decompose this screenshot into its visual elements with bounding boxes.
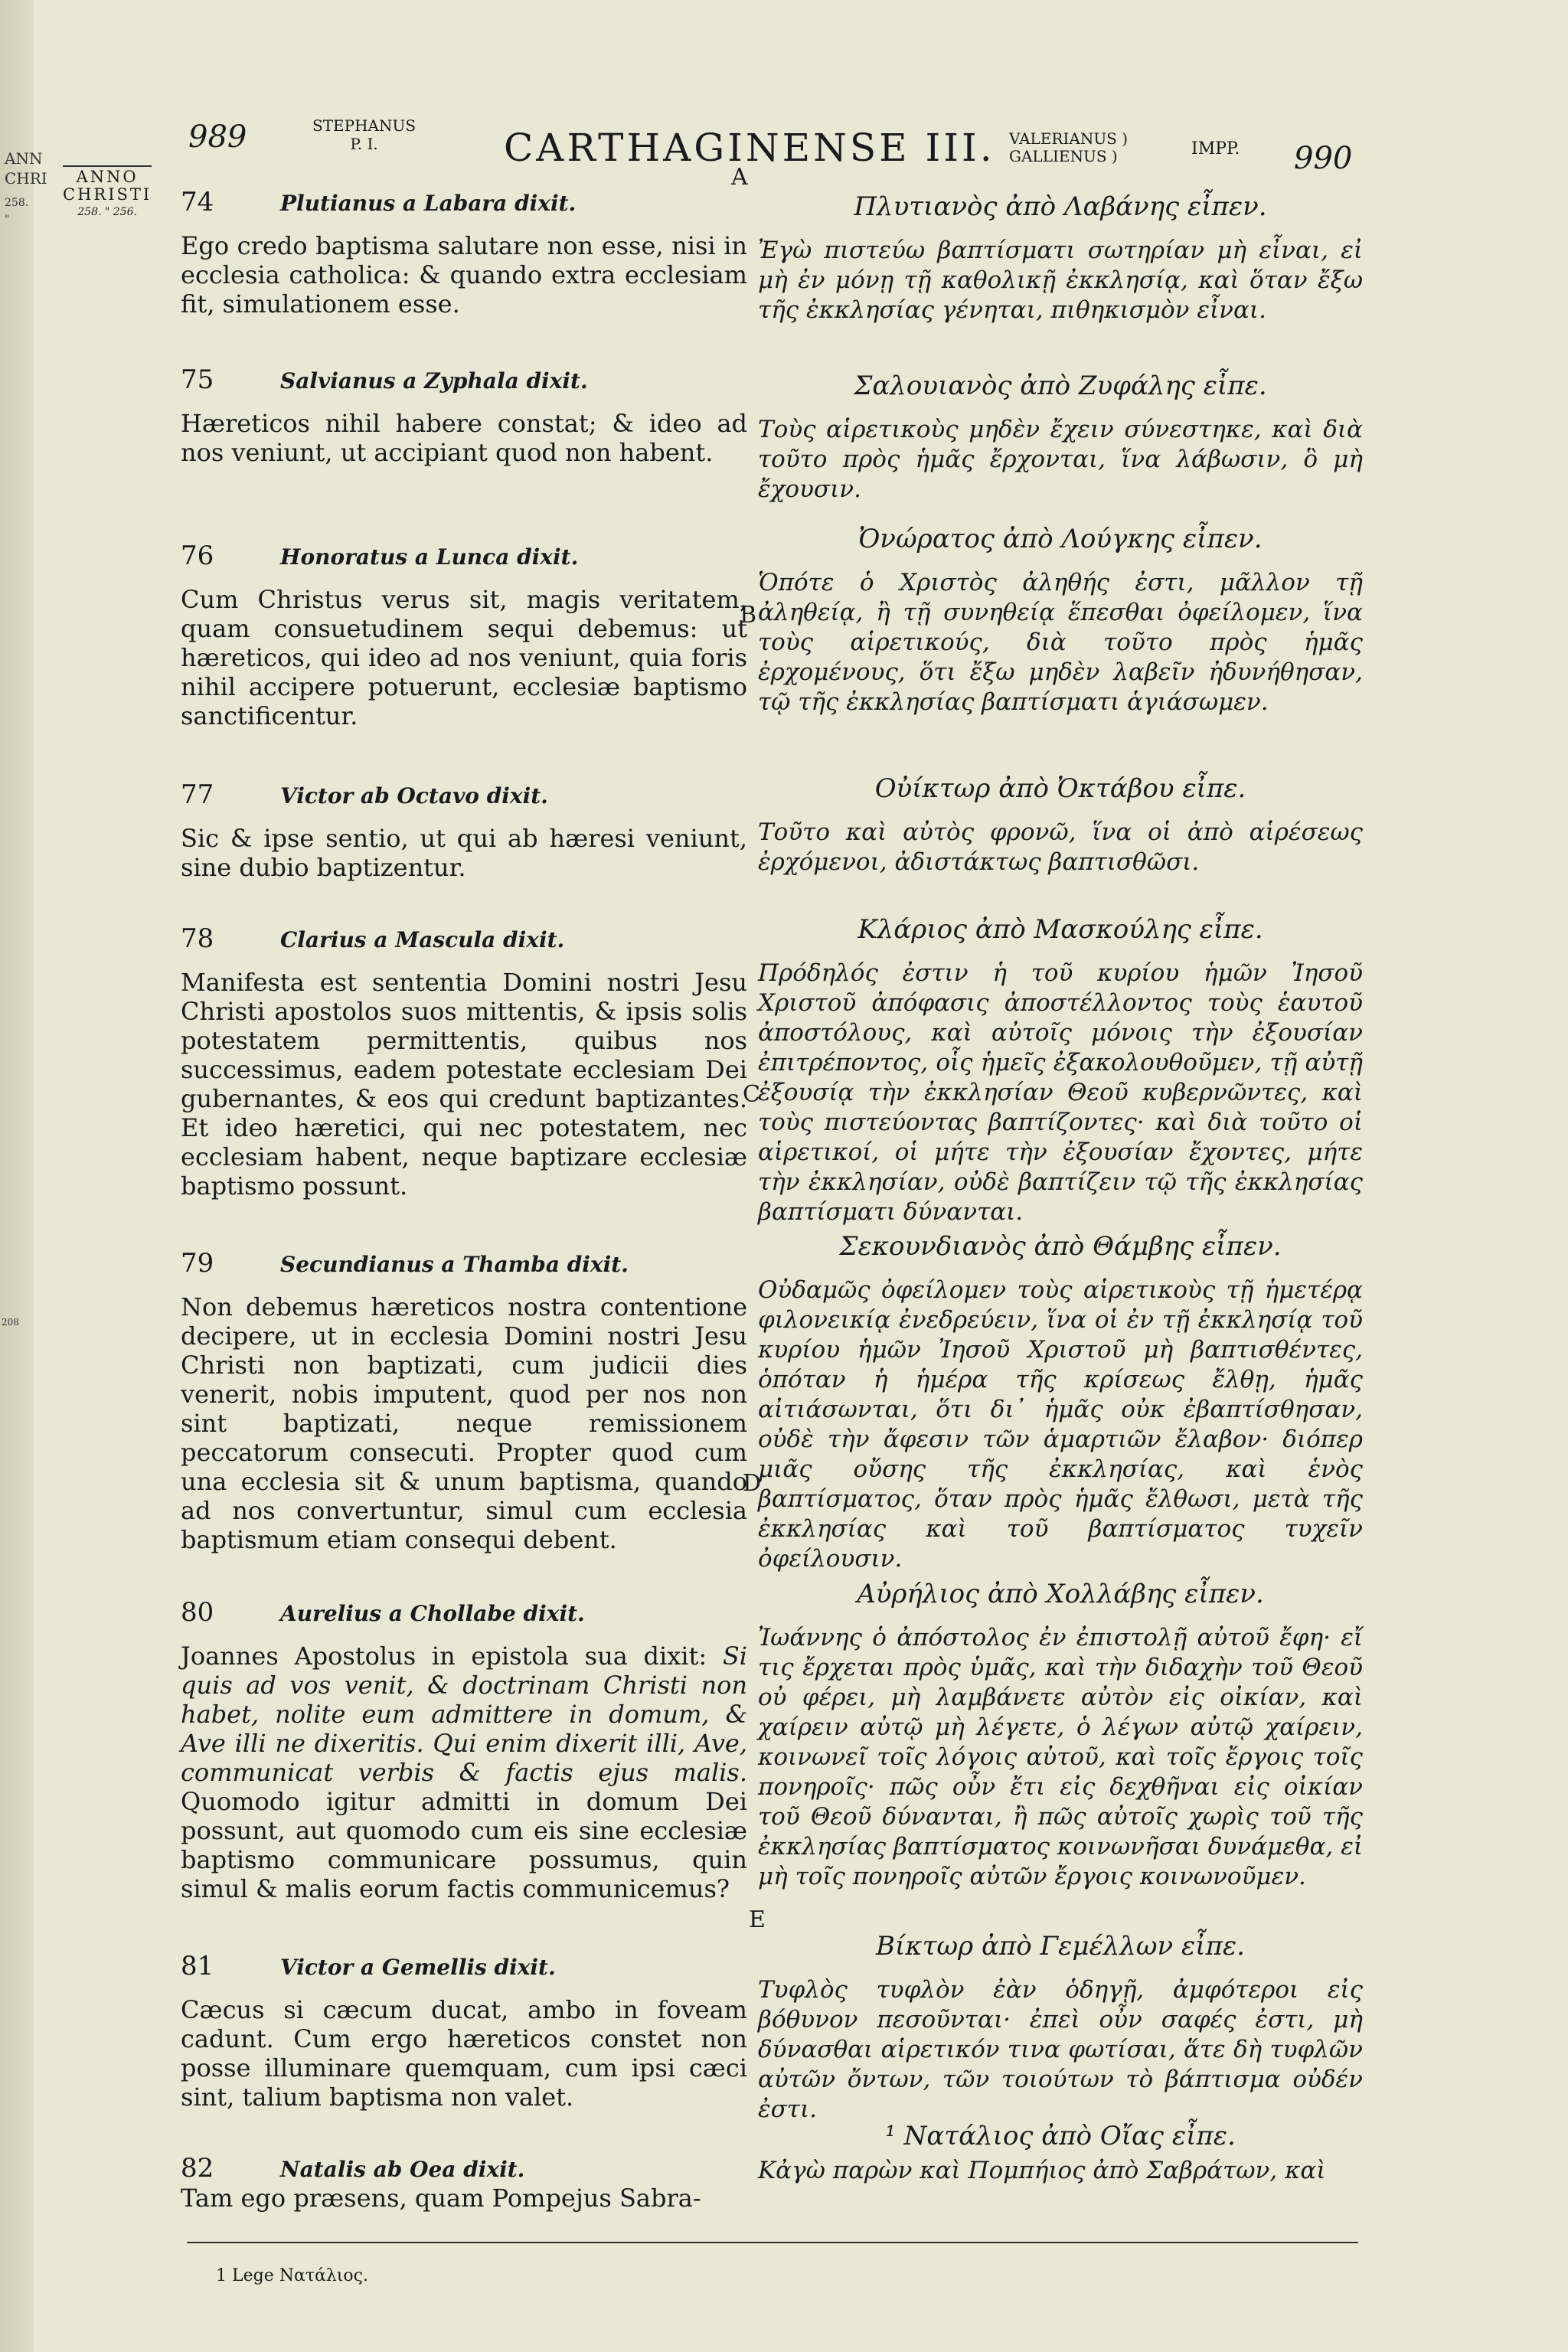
- speaker: Victor ab Octavo dixit.: [280, 783, 548, 808]
- speaker: Salvianus a Zyphala dixit.: [280, 368, 588, 394]
- binding-margin: [0, 0, 47, 2352]
- entry-heading: [181, 541, 747, 571]
- margin-fragment: ANN: [5, 149, 43, 168]
- entry-number: 78: [181, 923, 214, 954]
- margin-fragment: 258. ": [5, 197, 29, 226]
- entry-heading: Ὀνώρατος ἀπὸ Λούγκης εἶπεν.: [858, 524, 1263, 554]
- entry-heading: Σεκουνδιανὸς ἀπὸ Θάμβης εἶπεν.: [839, 1231, 1282, 1262]
- section-letter: A: [731, 164, 748, 191]
- latin-entry: [181, 2153, 747, 2213]
- entry-text: Sic & ipse sentio, ut qui ab hæresi veniunt, sine dubio baptizentur.: [181, 824, 747, 882]
- entry-heading: Βίκτωρ ἀπὸ Γεμέλλων εἶπε.: [876, 1931, 1245, 1962]
- pope-name-line: STEPHANUS: [312, 116, 416, 135]
- entry-heading: [181, 779, 747, 810]
- greek-entry: [758, 371, 1363, 505]
- speaker: Secundianus a Thamba dixit.: [280, 1252, 629, 1277]
- christi-label: CHRISTI: [63, 185, 152, 204]
- latin-entry: [181, 364, 747, 467]
- greek-entry: [758, 191, 1363, 325]
- page-number-left: 989: [188, 119, 247, 155]
- page-title: CARTHAGINENSE III.: [504, 126, 995, 170]
- latin-entry: [181, 1597, 747, 1903]
- anno-label: ANNO: [76, 168, 139, 186]
- speaker: Aurelius a Chollabe dixit.: [280, 1601, 585, 1626]
- entry-heading: [181, 923, 747, 954]
- entry-heading: [181, 1248, 747, 1279]
- entry-heading: [181, 364, 747, 395]
- entry-number: 76: [181, 541, 214, 571]
- greek-entry: [758, 2121, 1363, 2186]
- entry-text: Ἐγὼ πιστεύω βαπτίσματι σωτηρίαν μὴ εἶναι, εἰ μὴ ἐν μόνῃ τῇ καθολικῇ ἐκκλησίᾳ, καὶ ὅταν ἔξω τῆς ἐκκλησίας γένηται, πιθηκισμὸν εἶναι.: [758, 237, 1363, 324]
- margin-mark: 208: [2, 1317, 19, 1328]
- speaker: Victor a Gemellis dixit.: [280, 1955, 556, 1980]
- footnote-rule: [187, 2242, 1358, 2243]
- entry-heading: Σαλουιανὸς ἀπὸ Ζυφάλης εἶπε.: [854, 371, 1267, 401]
- years-label: 258. " 256.: [77, 206, 137, 218]
- entry-text: Τοὺς αἱρετικοὺς μηδὲν ἔχειν σύνεστηκε, καὶ διὰ τοῦτο πρὸς ἡμᾶς ἔρχονται, ἵνα λάβωσιν, ὃ μὴ ἔχουσιν.: [758, 416, 1363, 503]
- entry-text: Πρόδηλός ἐστιν ἡ τοῦ κυρίου ἡμῶν Ἰησοῦ Χριστοῦ ἀπόφασις ἀποστέλλοντος τοὺς ἑαυτοῦ ἀποστόλους, καὶ αὐτοῖς μόνοις τὴν ἐξουσίαν ἐπιτρέποντος, οἷς ἡμεῖς ἐξακολουθοῦμεν, τῇ αὐτῇ ἐξουσίᾳ τὴν ἐκκλησίαν Θεοῦ κυβερνῶντες, καὶ τοὺς πιστεύοντας βαπτίζοντες· καὶ διὰ τοῦτο οἱ αἱρετικοί, οἱ μήτε τὴν ἐξουσίαν ἔχοντες, μήτε τὴν ἐκκλησίαν, οὐδὲ βαπτίζειν τῷ τῆς ἐκκλησίας βαπτίσματι δύνανται.: [758, 959, 1363, 1226]
- entry-heading: Οὐίκτωρ ἀπὸ Ὀκτάβου εἶπε.: [874, 773, 1246, 804]
- entry-heading: Κλάριος ἀπὸ Μασκούλης εἶπε.: [858, 914, 1263, 945]
- speaker: Honoratus a Lunca dixit.: [280, 544, 579, 570]
- latin-entry: [181, 779, 747, 882]
- entry-number: 79: [181, 1248, 214, 1279]
- entry-heading: [181, 1951, 747, 1981]
- entry-text: Tam ego præsens, quam Pompejus Sabra-: [181, 2184, 701, 2213]
- entry-number: 82: [181, 2153, 214, 2184]
- section-letter: D: [743, 1470, 762, 1497]
- emperor-line: GALLIENUS ): [1009, 147, 1118, 165]
- speaker: Natalis ab Oea dixit.: [280, 2157, 525, 2182]
- latin-entry: [181, 1951, 747, 2112]
- greek-entry: [758, 1231, 1363, 1574]
- section-letter: B: [740, 602, 757, 629]
- entry-heading: [181, 2153, 747, 2184]
- entry-text-part: Quomodo igitur admitti in domum Dei possunt, aut quomodo cum eis sine ecclesiæ baptismo communicare possumus, quin simul & malis eorum factis communicemus?: [181, 1787, 747, 1903]
- emperors: [1009, 130, 1128, 165]
- greek-entry: [758, 773, 1363, 877]
- entry-text: Ὁπότε ὁ Χριστὸς ἀληθής ἐστι, μᾶλλον τῇ ἀληθείᾳ, ἢ τῇ συνηθείᾳ ἕπεσθαι ὀφείλομεν, ἵνα τοὺς αἱρετικούς, διὰ τοῦτο πρὸς ἡμᾶς ἐρχομένους, ὅτι ἔξω μηδὲν λαβεῖν ἠδυνήθησαν, τῷ τῆς ἐκκλησίας βαπτίσματι ἁγιάσωμεν.: [758, 569, 1363, 716]
- entry-text: Ἰωάννης ὁ ἀπόστολος ἐν ἐπιστολῇ αὐτοῦ ἔφη· εἴ τις ἔρχεται πρὸς ὑμᾶς, καὶ τὴν διδαχὴν τοῦ Θεοῦ οὐ φέρει, μὴ λαμβάνετε αὐτὸν εἰς οἰκίαν, καὶ χαίρειν αὐτῷ μὴ λέγετε, ὁ λέγων αὐτῷ χαίρειν, κοινωνεῖ τοῖς λόγοις αὐτοῦ, καὶ τοῖς ἔργοις τοῖς πονηροῖς· πῶς οὖν ἔτι εἰς δεχθῆναι εἰς οἰκίαν τοῦ Θεοῦ δύνανται, ἢ πῶς αὐτοῖς χωρὶς τοῦ τῆς ἐκκλησίας βαπτίσματος κοινωνῆσαι δυνάμεθα, εἰ μὴ τοῖς πονηροῖς αὐτῶν ἔργοις κοινωνοῦμεν.: [758, 1624, 1363, 1890]
- speaker: Clarius a Mascula dixit.: [280, 927, 565, 952]
- entry-text: Manifesta est sententia Domini nostri Jesu Christi apostolos suos mittentis, & ipsis solis potestatem permittentis, quibus nos successimus, eadem potestate ecclesiam Dei gubernantes, & eos qui credunt baptizantes. Et ideo hæretici, qui nec potestatem, nec ecclesiam habent, neque baptizare ecclesiæ baptismo possunt.: [181, 968, 747, 1200]
- pope-number: P. I.: [350, 135, 378, 153]
- entry-number: 80: [181, 1597, 214, 1628]
- entry-text: [181, 1642, 747, 1903]
- greek-entry: [758, 914, 1363, 1227]
- entry-heading: [181, 187, 747, 217]
- entry-heading: Πλυτιανὸς ἀπὸ Λαβάνης εἶπεν.: [854, 191, 1267, 222]
- section-letter: E: [749, 1906, 766, 1933]
- emperor-line: VALERIANUS ): [1009, 129, 1129, 148]
- entry-text: Κἀγὼ παρὼν καὶ Πομπήιος ἀπὸ Σαβράτων, καὶ: [758, 2157, 1326, 2184]
- anno-christi: [63, 165, 152, 221]
- latin-entry: [181, 541, 747, 730]
- scripture-quote: Si quis ad vos venit, & doctrinam Christi non habet, nolite eum admittere in domum, & Ave illi ne dixeritis. Qui enim dixerit illi, Ave, communicat verbis & factis ejus malis.: [181, 1642, 747, 1787]
- entry-text: Non debemus hæreticos nostra contentione decipere, ut in ecclesia Domini nostri Jesu Christi non baptizati, cum judicii dies venerit, nobis imputent, quod per nos non sint baptizati, neque remissionem peccatorum consecuti. Propter quod cum una ecclesia sit & unum baptisma, quando ad nos convertuntur, simul cum ecclesia baptismum etiam consequi debent.: [181, 1292, 747, 1554]
- margin-fragment: CHRI: [5, 169, 47, 188]
- entry-text: Hæreticos nihil habere constat; & ideo ad nos veniunt, ut accipiant quod non habent.: [181, 409, 747, 467]
- greek-entry: [758, 1579, 1363, 1892]
- entry-heading: Αὐρήλιος ἀπὸ Χολλάβης εἶπεν.: [857, 1579, 1264, 1609]
- entry-number: 77: [181, 779, 214, 810]
- page-number-right: 990: [1294, 141, 1353, 176]
- section-letter: C: [743, 1081, 760, 1108]
- latin-entry: [181, 1248, 747, 1554]
- entry-text-part: Joannes Apostolus in epistola sua dixit:: [181, 1642, 707, 1671]
- footnote: 1 Lege Νατάλιος.: [216, 2266, 368, 2285]
- greek-entry: [758, 524, 1363, 717]
- entry-text: Τυφλὸς τυφλὸν ἐὰν ὁδηγῇ, ἀμφότεροι εἰς βόθυνον πεσοῦνται· ἐπεὶ οὖν σαφές ἐστι, μὴ δύνασθαι αἱρετικόν τινα φωτίσαι, ἅτε δὴ τυφλῶν αὐτῶν ὄντων, τῶν τοιούτων τὸ βάπτισμα οὐδέν ἐστι.: [758, 1976, 1363, 2123]
- entry-number: 81: [181, 1951, 214, 1981]
- entry-text: Cum Christus verus sit, magis veritatem, quam consuetudinem sequi debemus: ut hæreticos, qui ideo ad nos veniunt, quia foris nihil accipere potuerunt, ecclesiæ baptismo sanctificentur.: [181, 585, 747, 730]
- entry-text: Ego credo baptisma salutare non esse, nisi in ecclesia catholica: & quando extra ecclesiam fit, simulationem esse.: [181, 231, 747, 318]
- entry-text: Τοῦτο καὶ αὐτὸς φρονῶ, ἵνα οἱ ἀπὸ αἱρέσεως ἐρχόμενοι, ἀδιστάκτως βαπτισθῶσι.: [758, 818, 1363, 876]
- entry-text: Cæcus si cæcum ducat, ambo in foveam cadunt. Cum ergo hæreticos constet non posse illuminare quemquam, cum ipsi cæci sint, talium baptisma non valet.: [181, 1995, 747, 2112]
- speaker: Plutianus a Labara dixit.: [280, 191, 577, 216]
- entry-heading: ¹ Νατάλιος ἀπὸ Οἴας εἶπε.: [885, 2121, 1236, 2151]
- entry-heading: [181, 1597, 747, 1628]
- latin-entry: [181, 923, 747, 1200]
- imperatores-label: IMPP.: [1191, 139, 1240, 158]
- pope-name: [312, 116, 416, 153]
- entry-number: 74: [181, 187, 214, 217]
- latin-entry: [181, 187, 747, 318]
- entry-number: 75: [181, 364, 214, 395]
- entry-text: Οὐδαμῶς ὀφείλομεν τοὺς αἱρετικοὺς τῇ ἡμετέρᾳ φιλονεικίᾳ ἐνεδρεύειν, ἵνα οἱ ἐν τῇ ἐκκλησίᾳ τοῦ κυρίου ἡμῶν Ἰησοῦ Χριστοῦ μὴ βαπτισθέντες, ὁπόταν ἡ ἡμέρα τῆς κρίσεως ἔλθῃ, ἡμᾶς αἰτιάσωνται, ὅτι δι᾽ ἡμᾶς οὐκ ἐβαπτίσθησαν, οὐδὲ τὴν ἄφεσιν τῶν ἁμαρτιῶν ἔλαβον· διόπερ μιᾶς οὔσης τῆς ἐκκλησίας, καὶ ἑνὸς βαπτίσματος, ὅταν πρὸς ἡμᾶς ἔλθωσι, μετὰ τῆς ἐκκλησίας καὶ τοῦ βαπτίσματος τυχεῖν ὀφείλουσιν.: [758, 1276, 1363, 1573]
- greek-entry: [758, 1931, 1363, 2125]
